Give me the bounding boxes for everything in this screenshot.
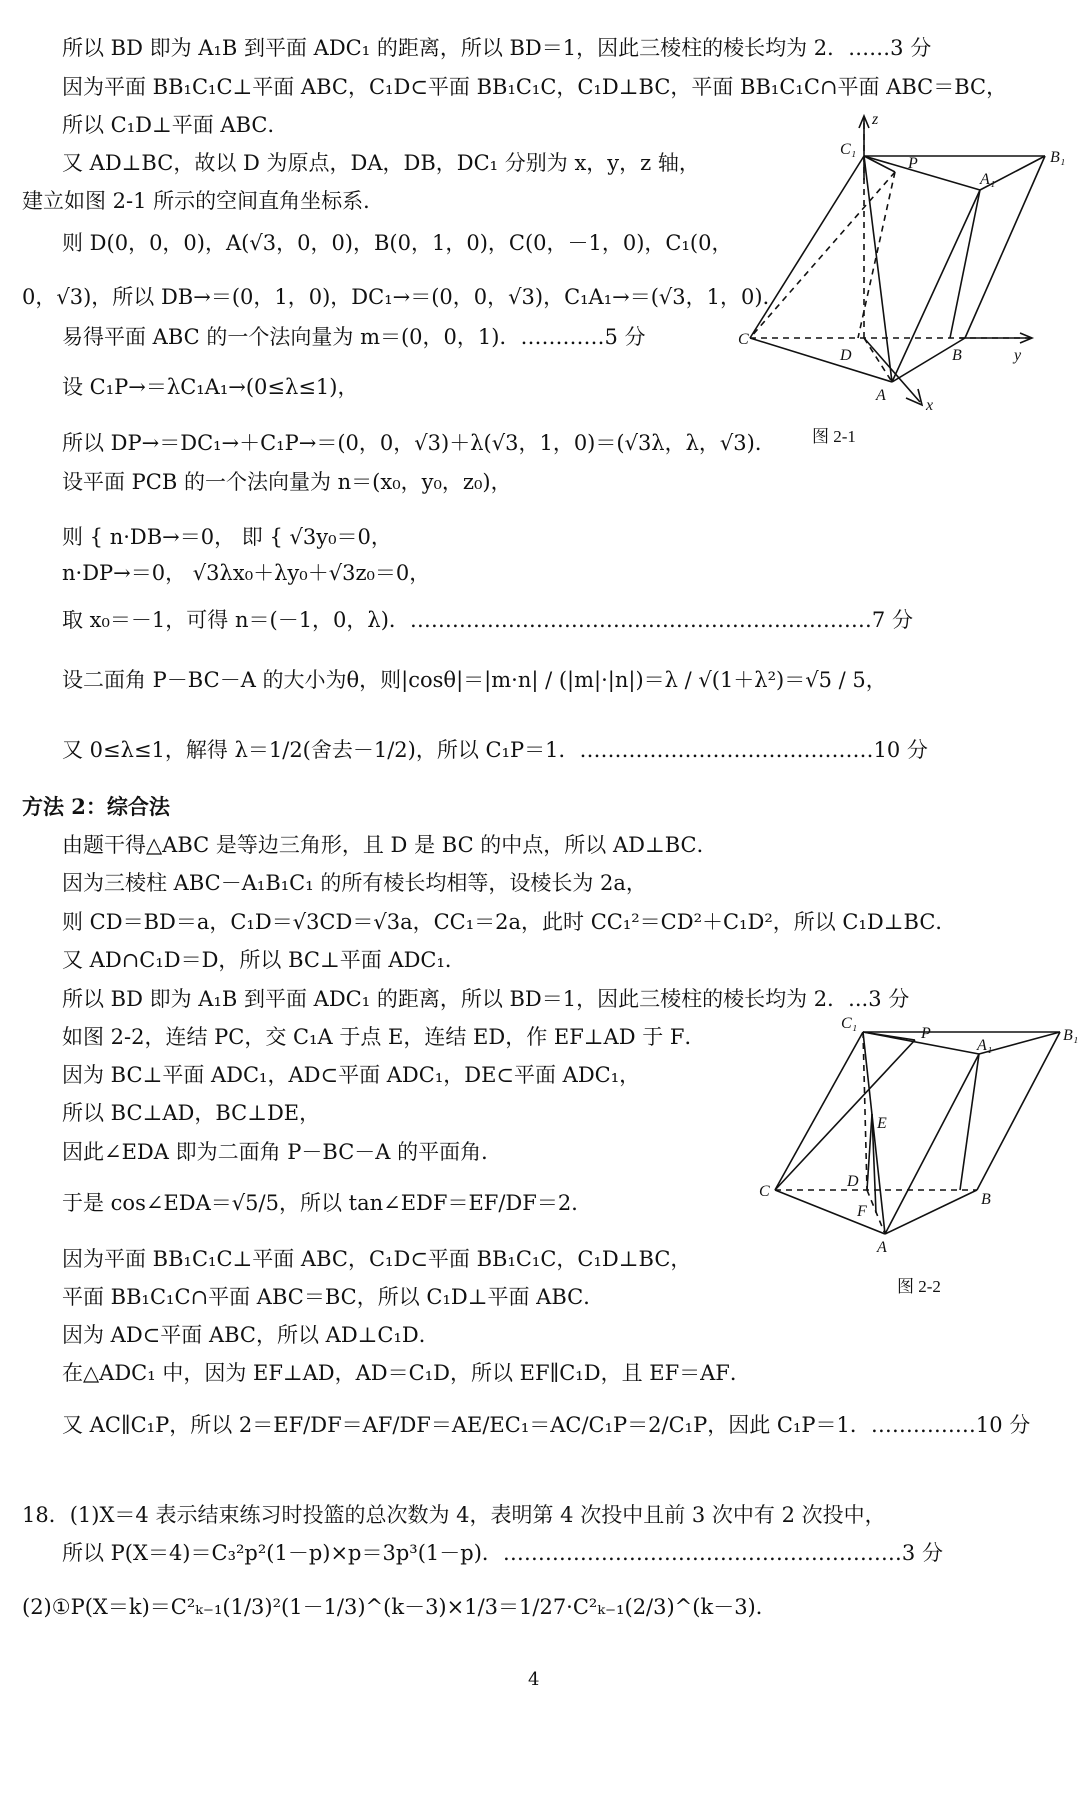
text-line: 则 CD＝BD＝a，C₁D＝√3CD＝√3a，CC₁＝2a，此时 CC₁²＝CD²＋C₁D²，所以 C₁D⊥BC．	[62, 910, 957, 934]
figure-caption: 图 2-1	[812, 427, 856, 446]
figure-caption: 图 2-2	[897, 1277, 941, 1296]
text-line: 建立如图 2-1 所示的空间直角坐标系．	[22, 189, 385, 213]
text-line: 设二面角 P－BC－A 的大小为θ，则|cosθ|＝|m·n| / (|m|·|n|)＝λ / √(1＋λ²)＝√5 / 5，	[62, 668, 887, 692]
text-line: 又 AC∥C₁P，所以 2＝EF/DF＝AF/DF＝AE/EC₁＝AC/C₁P＝2/C₁P，因此 C₁P＝1．……………10 分	[62, 1413, 1031, 1437]
label-f: F	[857, 1203, 867, 1220]
label-c: C	[738, 331, 749, 348]
text-line: 因此∠EDA 即为二面角 P－BC－A 的平面角．	[62, 1140, 503, 1164]
label-c: C	[759, 1183, 770, 1200]
method-heading: 方法 2：综合法	[22, 794, 170, 819]
text-line: 又 AD∩C₁D＝D，所以 BC⊥平面 ADC₁．	[62, 948, 466, 972]
text-line: 所以 DP→＝DC₁→＋C₁P→＝(0，0，√3)＋λ(√3，1，0)＝(√3λ，λ，√3)．	[62, 431, 776, 455]
text-line: 所以 BC⊥AD，BC⊥DE，	[62, 1101, 321, 1125]
text-line: 平面 BB₁C₁C∩平面 ABC＝BC，所以 C₁D⊥平面 ABC．	[62, 1285, 605, 1309]
text-line: 因为平面 BB₁C₁C⊥平面 ABC，C₁D⊂平面 BB₁C₁C，C₁D⊥BC，	[62, 1247, 692, 1271]
figure-2-1	[740, 110, 1070, 450]
text-line: 则 D(0，0，0)，A(√3，0，0)，B(0，1，0)，C(0，－1，0)，C₁(0，	[62, 231, 733, 255]
label-d: D	[840, 347, 852, 364]
text-line: 18．(1)X＝4 表示结束练习时投篮的总次数为 4，表明第 4 次投中且前 3 次中有 2 次投中，	[22, 1503, 886, 1527]
text-line: 因为三棱柱 ABC－A₁B₁C₁ 的所有棱长均相等，设棱长为 2a，	[62, 871, 647, 895]
text-line: 如图 2-2，连结 PC，交 C₁A 于点 E，连结 ED，作 EF⊥AD 于 F．	[62, 1025, 706, 1049]
label-a1: A₁	[977, 1037, 993, 1054]
label-e: E	[877, 1115, 887, 1132]
text-line: 设平面 PCB 的一个法向量为 n＝(x₀，y₀，z₀)，	[62, 470, 512, 494]
text-line: 设 C₁P→＝λC₁A₁→(0≤λ≤1)，	[62, 375, 359, 399]
text-line: n·DP→＝0， √3λx₀＋λy₀＋√3z₀＝0，	[62, 561, 431, 585]
text-line: 因为 BC⊥平面 ADC₁，AD⊂平面 ADC₁，DE⊂平面 ADC₁，	[62, 1063, 641, 1087]
text-line: 所以 BD 即为 A₁B 到平面 ADC₁ 的距离，所以 BD＝1，因此三棱柱的棱长均为 2．……3 分	[62, 36, 932, 60]
text-line: 所以 C₁D⊥平面 ABC．	[62, 113, 289, 137]
label-x: x	[926, 397, 934, 414]
text-line: 在△ADC₁ 中，因为 EF⊥AD，AD＝C₁D，所以 EF∥C₁D，且 EF＝AF．	[62, 1361, 751, 1385]
label-p: P	[921, 1025, 931, 1042]
text-line: 又 0≤λ≤1，解得 λ＝1/2(舍去－1/2)，所以 C₁P＝1．……………………………………10 分	[62, 738, 928, 762]
text-line: 因为 AD⊂平面 ABC，所以 AD⊥C₁D．	[62, 1323, 440, 1347]
text-line: 易得平面 ABC 的一个法向量为 m＝(0，0，1)．…………5 分	[62, 325, 646, 349]
label-c1: C₁	[841, 1015, 858, 1032]
text-line: 则 { n·DB→＝0， 即 { √3y₀＝0，	[62, 525, 392, 549]
label-c1: C₁	[840, 141, 857, 158]
label-p: P	[908, 155, 918, 172]
text-line: 于是 cos∠EDA＝√5/5，所以 tan∠EDF＝EF/DF＝2．	[62, 1191, 593, 1215]
label-z: z	[872, 111, 879, 128]
label-b1: B₁	[1050, 149, 1066, 166]
label-a: A	[876, 387, 886, 404]
text-line: (2)①P(X＝k)＝C²ₖ₋₁(1/3)²(1－1/3)^(k－3)×1/3＝1/27·C²ₖ₋₁(2/3)^(k－3)．	[22, 1595, 777, 1619]
text-line: 因为平面 BB₁C₁C⊥平面 ABC，C₁D⊂平面 BB₁C₁C，C₁D⊥BC，平面 BB₁C₁C∩平面 ABC＝BC，	[62, 75, 1008, 99]
label-b: B	[952, 347, 962, 364]
label-d: D	[847, 1173, 859, 1190]
label-b1: B₁	[1063, 1027, 1079, 1044]
page-number: 4	[528, 1669, 540, 1690]
label-b: B	[981, 1191, 991, 1208]
text-line: 所以 BD 即为 A₁B 到平面 ADC₁ 的距离，所以 BD＝1，因此三棱柱的棱长均为 2．...3 分	[62, 987, 910, 1011]
text-line: 取 x₀＝－1，可得 n＝(－1，0，λ)．…………………………………………………………7 分	[62, 608, 913, 632]
text-line: 所以 P(X＝4)＝C₃²p²(1－p)×p＝3p³(1－p)．…………………………………………………3 分	[62, 1541, 943, 1565]
text-line: 由题干得△ABC 是等边三角形，且 D 是 BC 的中点，所以 AD⊥BC．	[62, 833, 718, 857]
label-a: A	[877, 1239, 887, 1256]
label-a1: A₁	[980, 171, 996, 188]
text-line: 0，√3)，所以 DB→＝(0，1，0)，DC₁→＝(0，0，√3)，C₁A₁→＝(√3，1，0)．	[22, 285, 784, 309]
text-line: 又 AD⊥BC，故以 D 为原点，DA，DB，DC₁ 分别为 x，y，z 轴，	[62, 151, 700, 175]
label-y: y	[1014, 347, 1022, 364]
figure-2-2	[755, 1010, 1079, 1300]
